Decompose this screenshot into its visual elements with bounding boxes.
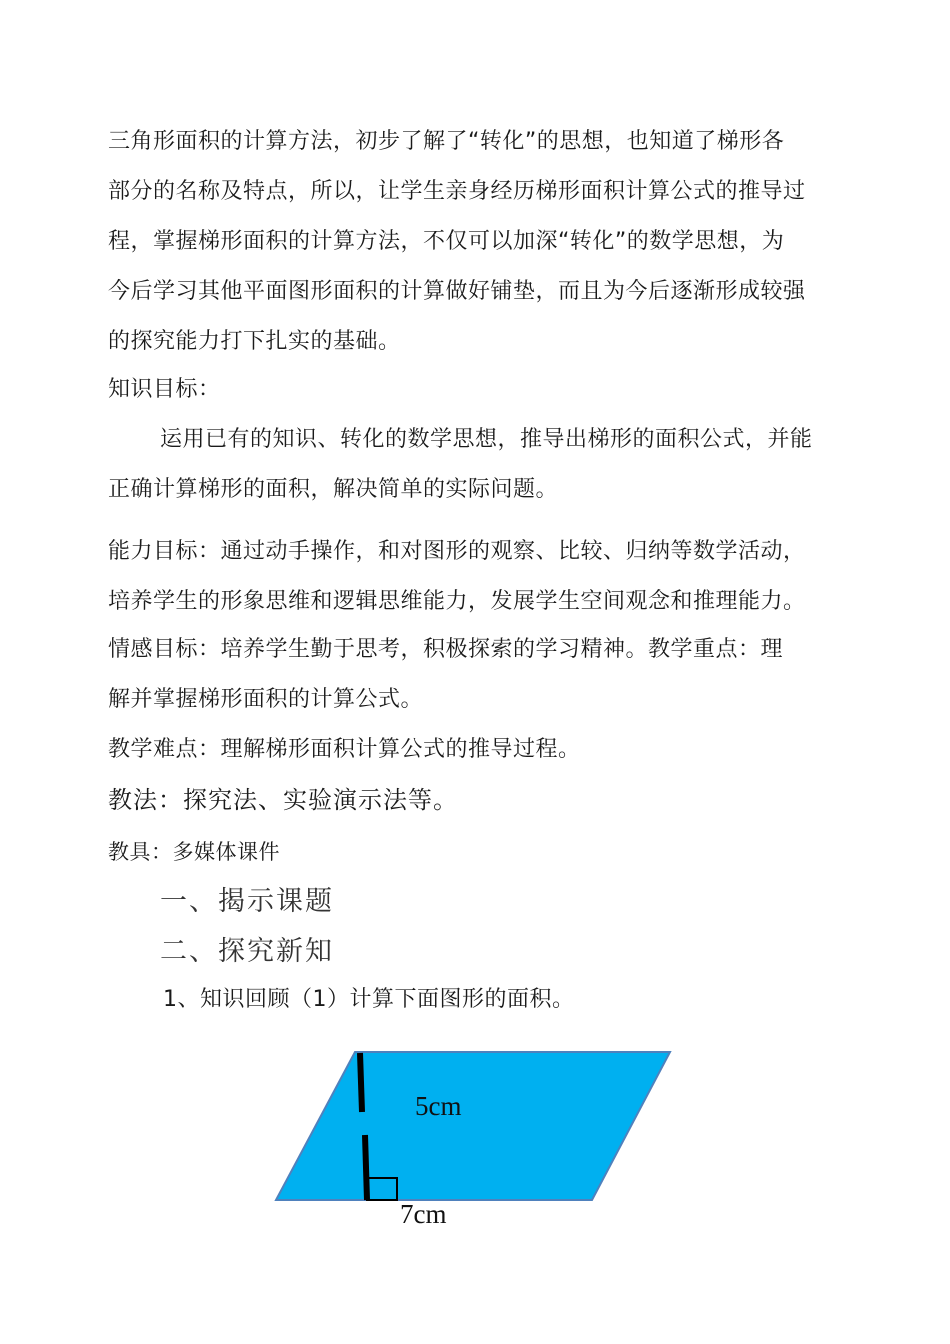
paragraph-line: 三角形面积的计算方法，初步了解了“转化”的思想，也知道了梯形各 <box>108 129 785 154</box>
knowledge-goal-line: 运用已有的知识、转化的数学思想，推导出梯形的面积公式，并能 <box>160 427 813 452</box>
knowledge-goal-heading: 知识目标： <box>108 377 221 402</box>
emotion-goal-line: 解并掌握梯形面积的计算公式。 <box>108 687 424 712</box>
teaching-method: 教法：探究法、实验演示法等。 <box>108 786 458 814</box>
emotion-goal-line: 情感目标：培养学生勤于思考，积极探索的学习精神。教学重点：理 <box>108 637 784 662</box>
parallelogram-figure <box>270 1045 680 1245</box>
teaching-difficulty: 教学难点：理解梯形面积计算公式的推导过程。 <box>108 737 581 762</box>
knowledge-goal-line: 正确计算梯形的面积，解决简单的实际问题。 <box>108 477 559 502</box>
ability-goal-line: 能力目标：通过动手操作，和对图形的观察、比较、归纳等数学活动， <box>108 539 806 564</box>
section-heading-1: 一、揭示课题 <box>160 886 334 917</box>
height-label: 5cm <box>415 1091 462 1121</box>
paragraph-line: 部分的名称及特点，所以，让学生亲身经历梯形面积计算公式的推导过 <box>108 179 806 204</box>
teaching-tools: 教具：多媒体课件 <box>108 840 280 864</box>
base-label: 7cm <box>400 1199 447 1229</box>
paragraph-line: 的探究能力打下扎实的基础。 <box>108 329 401 354</box>
height-line-upper <box>360 1053 362 1112</box>
paragraph-line: 程，掌握梯形面积的计算方法，不仅可以加深“转化”的数学思想，为 <box>108 229 785 254</box>
ability-goal-line: 培养学生的形象思维和逻辑思维能力，发展学生空间观念和推理能力。 <box>108 589 806 614</box>
parallelogram-svg <box>270 1045 680 1245</box>
paragraph-line: 今后学习其他平面图形面积的计算做好铺垫，而且为今后逐渐形成较强 <box>108 279 806 304</box>
review-item: 1、知识回顾（1）计算下面图形的面积。 <box>163 987 575 1012</box>
parallelogram-shape <box>276 1052 670 1200</box>
section-heading-2: 二、探究新知 <box>160 936 334 967</box>
